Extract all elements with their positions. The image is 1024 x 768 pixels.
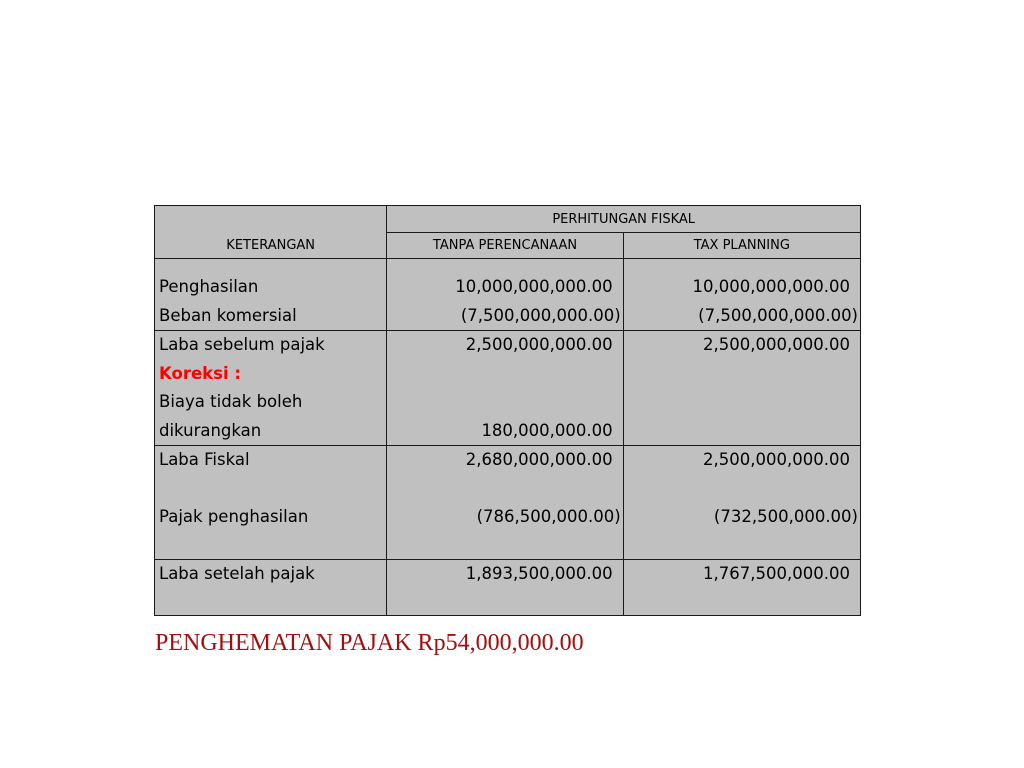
label-dikurangkan: dikurangkan <box>159 420 262 440</box>
label-laba-sebelum-pajak: Laba sebelum pajak <box>159 335 325 354</box>
cell-tax <box>623 446 860 560</box>
label-beban-komersial: Beban komersial <box>159 305 297 325</box>
value-laba-sebelum-tanpa: 2,500,000,000.00 <box>465 335 613 354</box>
value-pajak-tanpa: (786,500,000.00) <box>476 507 621 526</box>
cell-tax <box>623 559 860 616</box>
cell-labels <box>155 446 387 560</box>
tax-savings-summary: PENGHEMATAN PAJAK Rp54,000,000.00 <box>155 630 584 656</box>
value-laba-setelah-tanpa: 1,893,500,000.00 <box>465 563 613 583</box>
cell-tax <box>623 259 860 331</box>
table-row-block-fiscal <box>155 446 861 560</box>
label-koreksi: Koreksi : <box>159 363 241 383</box>
label-biaya-tidak-boleh: Biaya tidak boleh <box>159 392 303 411</box>
header-tax-planning: TAX PLANNING <box>623 233 860 259</box>
cell-tanpa <box>387 559 623 616</box>
table-row-block-correction <box>155 331 861 446</box>
label-laba-setelah-pajak: Laba setelah pajak <box>159 563 315 583</box>
header-tanpa-perencanaan: TANPA PERENCANAAN <box>387 233 623 259</box>
value-beban-tax: (7,500,000,000.00) <box>698 305 858 325</box>
header-row-top <box>155 206 861 233</box>
table-row-block-net <box>155 559 861 616</box>
value-penghasilan-tax: 10,000,000,000.00 <box>692 277 850 296</box>
label-penghasilan: Penghasilan <box>159 277 259 296</box>
fiscal-calculation-table <box>154 205 861 616</box>
cell-labels <box>155 331 387 446</box>
value-biaya-tanpa: 180,000,000.00 <box>481 420 613 440</box>
value-laba-fiskal-tanpa: 2,680,000,000.00 <box>465 450 613 469</box>
value-penghasilan-tanpa: 10,000,000,000.00 <box>455 277 613 296</box>
cell-tanpa <box>387 331 623 446</box>
cell-labels <box>155 559 387 616</box>
label-laba-fiskal: Laba Fiskal <box>159 450 250 469</box>
cell-tanpa <box>387 259 623 331</box>
value-beban-tanpa: (7,500,000,000.00) <box>460 305 621 325</box>
value-laba-sebelum-tax: 2,500,000,000.00 <box>703 335 850 354</box>
cell-tanpa <box>387 446 623 560</box>
label-pajak-penghasilan: Pajak penghasilan <box>159 507 309 526</box>
header-keterangan: KETERANGAN <box>155 206 387 259</box>
value-laba-fiskal-tax: 2,500,000,000.00 <box>703 450 850 469</box>
value-pajak-tax: (732,500,000.00) <box>713 507 858 526</box>
header-perhitungan-fiskal: PERHITUNGAN FISKAL <box>387 206 861 233</box>
cell-tax <box>623 331 860 446</box>
value-laba-setelah-tax: 1,767,500,000.00 <box>703 563 850 583</box>
table-row-block-revenue <box>155 259 861 331</box>
cell-labels <box>155 259 387 331</box>
